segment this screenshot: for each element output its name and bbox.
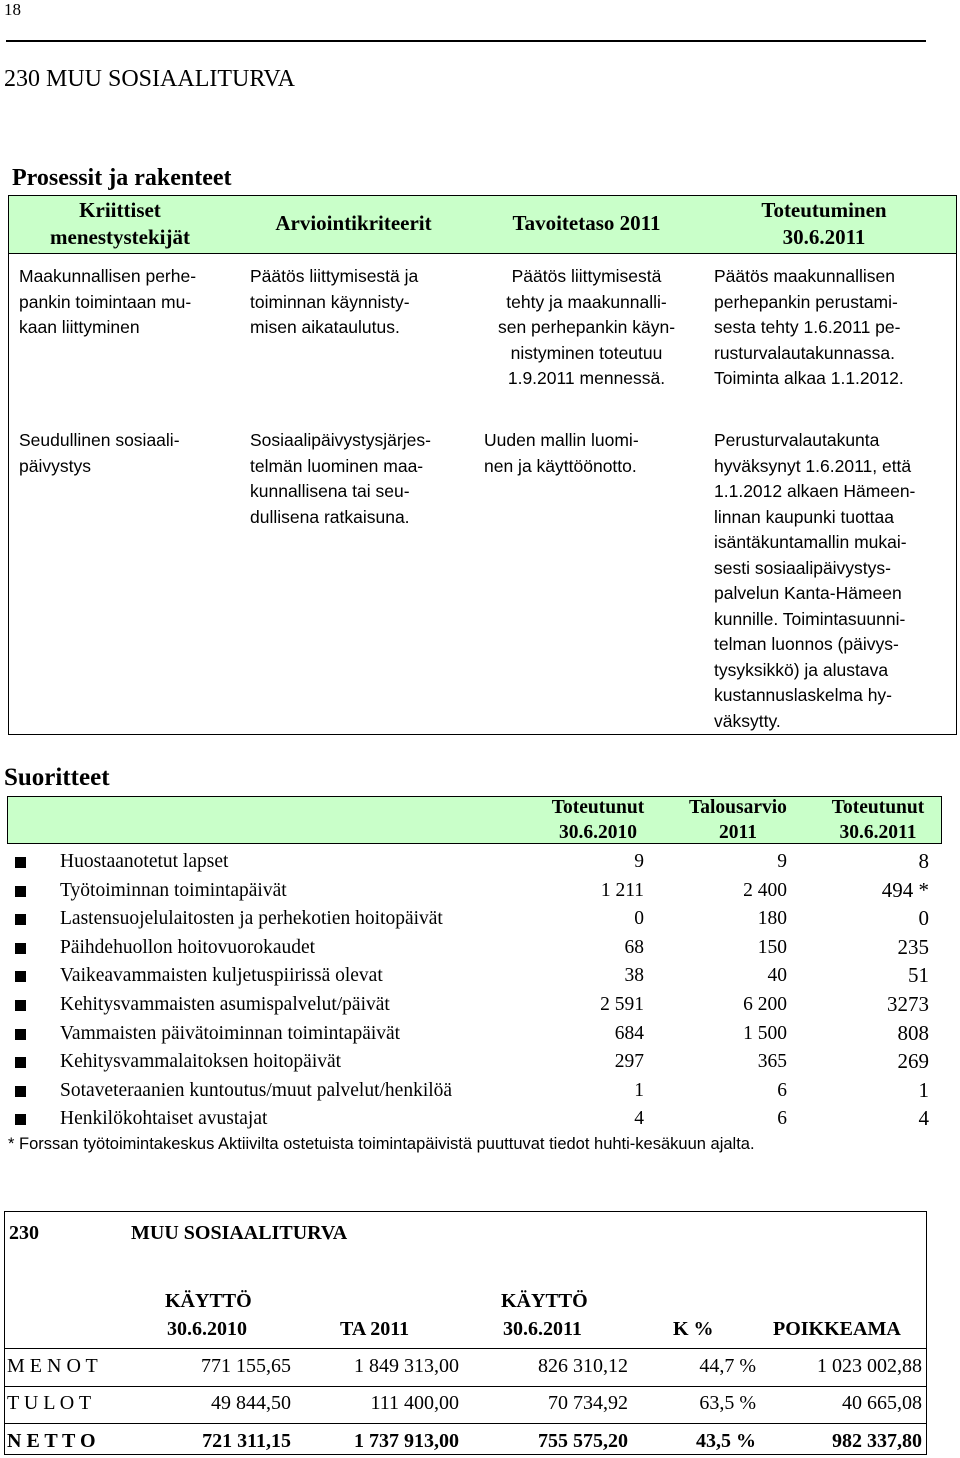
suorite-row (0, 935, 960, 963)
col-header-kaytto-2010-date: 30.6.2010 (167, 1318, 247, 1340)
header-target: Tavoitetaso 2011 (512, 211, 661, 235)
suorite-row (0, 1021, 960, 1049)
row-divider (5, 1386, 926, 1387)
process-cell: Sosiaalipäivystysjärjes- telmän luominen maa- kunnallisena tai seu- dullisena ratkaisuna. (250, 430, 431, 527)
value-actual-2011: 0 (918, 906, 929, 930)
header-critical-factors: Kriittiset menestystekijät (50, 198, 190, 249)
suorite-row (0, 1106, 960, 1134)
budget-ta-2011: 111 400,00 (370, 1392, 459, 1414)
value-budget-2011: 6 (777, 1108, 787, 1129)
value-budget-2011: 150 (757, 937, 787, 958)
budget-ta-2011: 1 849 313,00 (354, 1355, 459, 1377)
suorite-row (0, 1078, 960, 1106)
budget-row-label: M E N O T (7, 1355, 98, 1377)
bullet-icon (15, 914, 26, 925)
value-actual-2011: 235 (897, 935, 929, 959)
suorite-label: Kehitysvammaisten asumispalvelut/päivät (60, 994, 390, 1015)
value-actual-2010: 38 (624, 965, 644, 986)
bullet-icon (15, 1057, 26, 1068)
process-cell: Uuden mallin luomi- nen ja käyttöönotto. (484, 430, 639, 476)
process-section-title: Prosessit ja rakenteet (12, 165, 232, 191)
row-divider (5, 1348, 926, 1349)
suorite-label: Lastensuojelulaitosten ja perhekotien hoitopäivät (60, 908, 443, 929)
budget-row-label: T U L O T (7, 1392, 92, 1414)
process-table-header (9, 196, 956, 254)
budget-poikkeama: 982 337,80 (832, 1430, 922, 1452)
budget-table (4, 1211, 927, 1455)
bullet-icon (15, 943, 26, 954)
col-header-kaytto-2011-date: 30.6.2011 (503, 1318, 582, 1340)
budget-kaytto-2011: 755 575,20 (538, 1430, 628, 1452)
process-cell: Perusturvalautakunta hyväksynyt 1.6.2011, että 1.1.2012 alkaen Hämeen- linnan kaupunki tuottaa isäntäkuntamallin mukai- sesti sosiaalipäivystys- palvelun Kanta-Hämeen kunnille. Toimintasuunni- telman luonnos (päivys- tysyksikkö) ja alustava kustannuslaskelma hy- väksytty. (714, 430, 916, 731)
budget-kaytto-2011: 826 310,12 (538, 1355, 628, 1377)
value-budget-2011: 9 (777, 851, 787, 872)
value-actual-2011: 4 (918, 1106, 929, 1130)
suorite-row (0, 1049, 960, 1077)
col-header-actual-2010: Toteutunut 30.6.2010 (551, 797, 645, 843)
process-table (8, 195, 957, 735)
value-actual-2011: 808 (897, 1021, 929, 1045)
value-actual-2010: 9 (634, 851, 644, 872)
bullet-icon (15, 1086, 26, 1097)
suorite-label: Työtoiminnan toimintapäivät (60, 880, 287, 901)
budget-name: MUU SOSIAALITURVA (131, 1222, 348, 1244)
budget-k-percent: 44,7 % (699, 1355, 756, 1377)
col-header-kaytto-2010: KÄYTTÖ (165, 1290, 252, 1312)
value-actual-2011: 1 (918, 1078, 929, 1102)
bullet-icon (15, 1029, 26, 1040)
value-budget-2011: 2 400 (743, 880, 787, 901)
col-header-budget-2011: Talousarvio 2011 (689, 797, 787, 843)
suorite-label: Sotaveteraanien kuntoutus/muut palvelut/henkilöä (60, 1080, 453, 1101)
budget-kaytto-2011: 70 734,92 (548, 1392, 628, 1414)
value-budget-2011: 180 (757, 908, 787, 929)
value-actual-2011: 51 (908, 963, 929, 987)
col-header-ta-2011: TA 2011 (340, 1318, 410, 1340)
suorite-row (0, 878, 960, 906)
budget-kaytto-2010: 49 844,50 (211, 1392, 291, 1414)
process-cell: Päätös liittymisestä tehty ja maakunnalli- sen perhepankin käyn- nistyminen toteutuu 1.9.2011 mennessä. (497, 266, 676, 388)
suorite-label: Huostaanotetut lapset (60, 851, 229, 872)
budget-ta-2011: 1 737 913,00 (354, 1430, 459, 1452)
value-actual-2010: 1 (634, 1080, 644, 1101)
col-header-k-percent: K % (673, 1318, 714, 1340)
col-header-poikkeama: POIKKEAMA (773, 1318, 901, 1340)
process-cell: Päätös liittymisestä ja toiminnan käynnisty- misen aikataulutus. (250, 266, 419, 337)
budget-k-percent: 43,5 % (696, 1430, 756, 1452)
bullet-icon (15, 886, 26, 897)
suoritteet-title: Suoritteet (4, 764, 110, 791)
value-actual-2011: 269 (897, 1049, 929, 1073)
value-actual-2011: 494 * (881, 878, 929, 902)
suorite-label: Vammaisten päivätoiminnan toimintapäivät (60, 1023, 401, 1044)
document-title: 230 MUU SOSIAALITURVA (4, 66, 295, 92)
value-actual-2010: 1 211 (600, 880, 644, 901)
budget-row-label: N E T T O (7, 1430, 96, 1452)
footnote: * Forssan työtoimintakeskus Aktiivilta ostetuista toimintapäivistä puuttuvat tiedot huhti-kesäkuun ajalta. (8, 1135, 755, 1153)
process-cell: Seudullinen sosiaali- päivystys (19, 430, 180, 476)
value-budget-2011: 1 500 (743, 1023, 787, 1044)
value-actual-2010: 68 (624, 937, 644, 958)
suorite-row (0, 849, 960, 877)
budget-kaytto-2010: 771 155,65 (201, 1355, 291, 1377)
process-cell: Maakunnallisen perhe- pankin toimintaan mu- kaan liittyminen (19, 266, 197, 337)
col-header-kaytto-2011: KÄYTTÖ (501, 1290, 588, 1312)
suorite-row (0, 906, 960, 934)
bullet-icon (15, 1000, 26, 1011)
header-criteria: Arviointikriteerit (275, 211, 432, 235)
value-actual-2010: 4 (634, 1108, 644, 1129)
header-rule (6, 40, 926, 42)
header-realization: Toteutuminen 30.6.2011 (761, 198, 887, 249)
bullet-icon (15, 1114, 26, 1125)
row-divider (5, 1423, 926, 1424)
value-actual-2010: 0 (634, 908, 644, 929)
value-actual-2010: 684 (614, 1023, 644, 1044)
budget-code: 230 (9, 1222, 39, 1244)
suorite-label: Henkilökohtaiset avustajat (60, 1108, 268, 1129)
suorite-label: Kehitysvammalaitoksen hoitopäivät (60, 1051, 342, 1072)
budget-poikkeama: 1 023 002,88 (817, 1355, 922, 1377)
value-budget-2011: 40 (767, 965, 787, 986)
value-actual-2011: 3273 (887, 992, 929, 1016)
suorite-row (0, 992, 960, 1020)
value-budget-2011: 6 200 (743, 994, 787, 1015)
value-actual-2011: 8 (918, 849, 929, 873)
suorite-label: Päihdehuollon hoitovuorokaudet (60, 937, 316, 958)
page-number: 18 (4, 0, 21, 19)
suorite-row (0, 963, 960, 991)
bullet-icon (15, 857, 26, 868)
value-actual-2010: 297 (614, 1051, 644, 1072)
col-header-actual-2011: Toteutunut 30.6.2011 (831, 797, 925, 843)
bullet-icon (15, 971, 26, 982)
budget-poikkeama: 40 665,08 (842, 1392, 922, 1414)
budget-k-percent: 63,5 % (699, 1392, 756, 1414)
value-actual-2010: 2 591 (600, 994, 644, 1015)
process-cell: Päätös maakunnallisen perhepankin perustami- sesta tehty 1.6.2011 pe- rusturvalautakunnassa. Toiminta alkaa 1.1.2012. (714, 266, 904, 388)
value-budget-2011: 6 (777, 1080, 787, 1101)
suorite-label: Vaikeavammaisten kuljetuspiirissä olevat (60, 965, 383, 986)
budget-kaytto-2010: 721 311,15 (202, 1430, 291, 1452)
value-budget-2011: 365 (757, 1051, 787, 1072)
suoritteet-header (7, 796, 942, 844)
